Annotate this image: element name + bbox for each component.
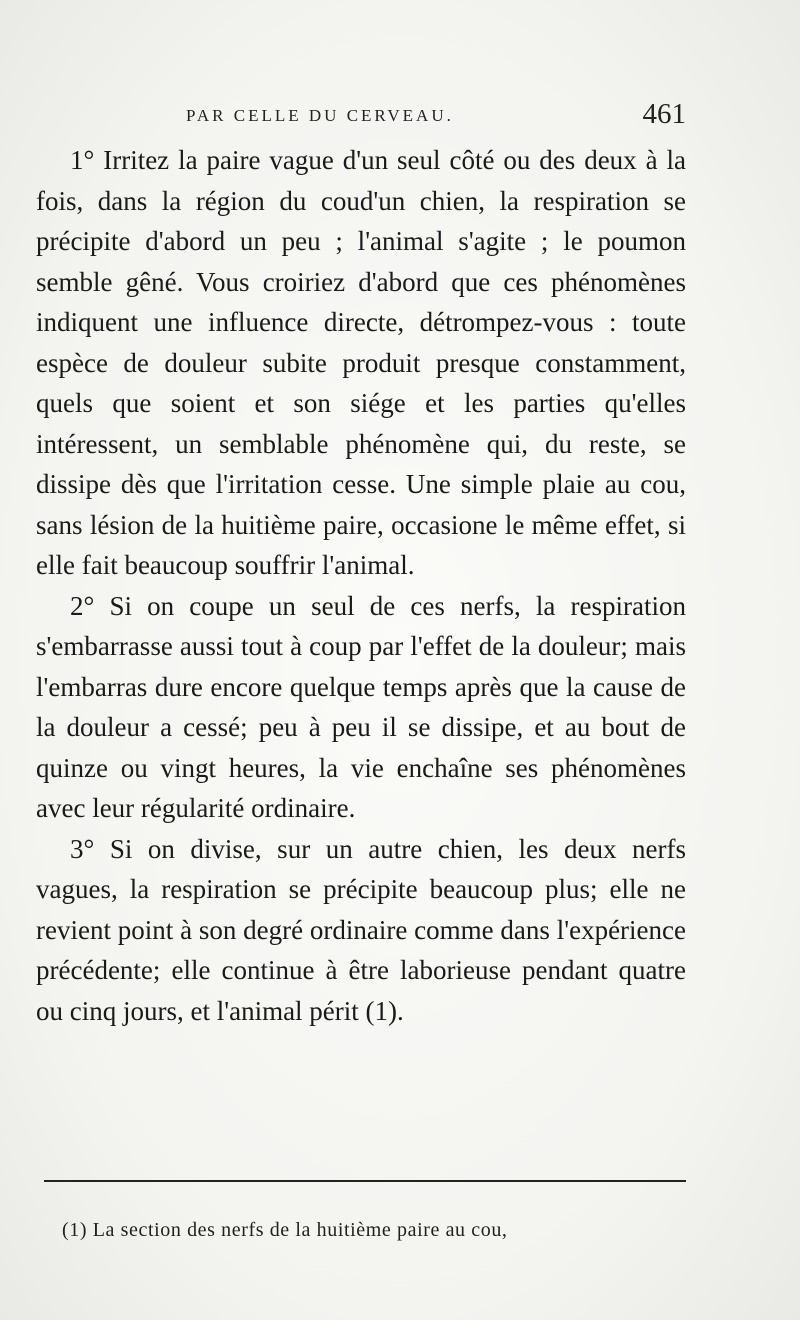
- page-header: [36, 100, 686, 136]
- page-number: 461: [642, 98, 686, 130]
- footnote-divider: [44, 1180, 686, 1182]
- body-text: [36, 140, 686, 1031]
- paragraph-2: 2° Si on coupe un seul de ces nerfs, la respiration s'embarrasse aussi tout à coup par l'effet de la douleur; mais l'embarras dure encore quelque temps après que la cause de la douleur a cessé; peu à peu il se dissipe, et au bout de quinze ou vingt heures, la vie enchaîne ses phénomènes avec leur régularité ordinaire.: [36, 590, 686, 823]
- paragraph-1: 1° Irritez la paire vague d'un seul côté ou des deux à la fois, dans la région du coud'un chien, la respiration se précipite d'abord un peu ; l'animal s'agite ; le poumon semble gêné. Vous croiriez d'abord que ces phénomènes indiquent une influence directe, détrompez-vous : toute espèce de douleur subite produit presque constamment, quels que soient et son siége et les parties qu'elles intéressent, un semblable phénomène qui, du reste, se dissipe dès que l'irritation cesse. Une simple plaie au cou, sans lésion de la huitième paire, occasione le même effet, si elle fait beaucoup souffrir l'animal.: [36, 145, 686, 580]
- paragraph-3: 3° Si on divise, sur un autre chien, les deux nerfs vagues, la respiration se précipite beaucoup plus; elle ne revient point à son degré ordinaire comme dans l'expérience précédente; elle continue à être laborieuse pendant quatre ou cinq jours, et l'animal périt (1).: [36, 833, 686, 1026]
- footnote: (1) La section des nerfs de la huitième paire au cou,: [62, 1219, 508, 1241]
- running-head: PAR CELLE DU CERVEAU.: [186, 106, 454, 125]
